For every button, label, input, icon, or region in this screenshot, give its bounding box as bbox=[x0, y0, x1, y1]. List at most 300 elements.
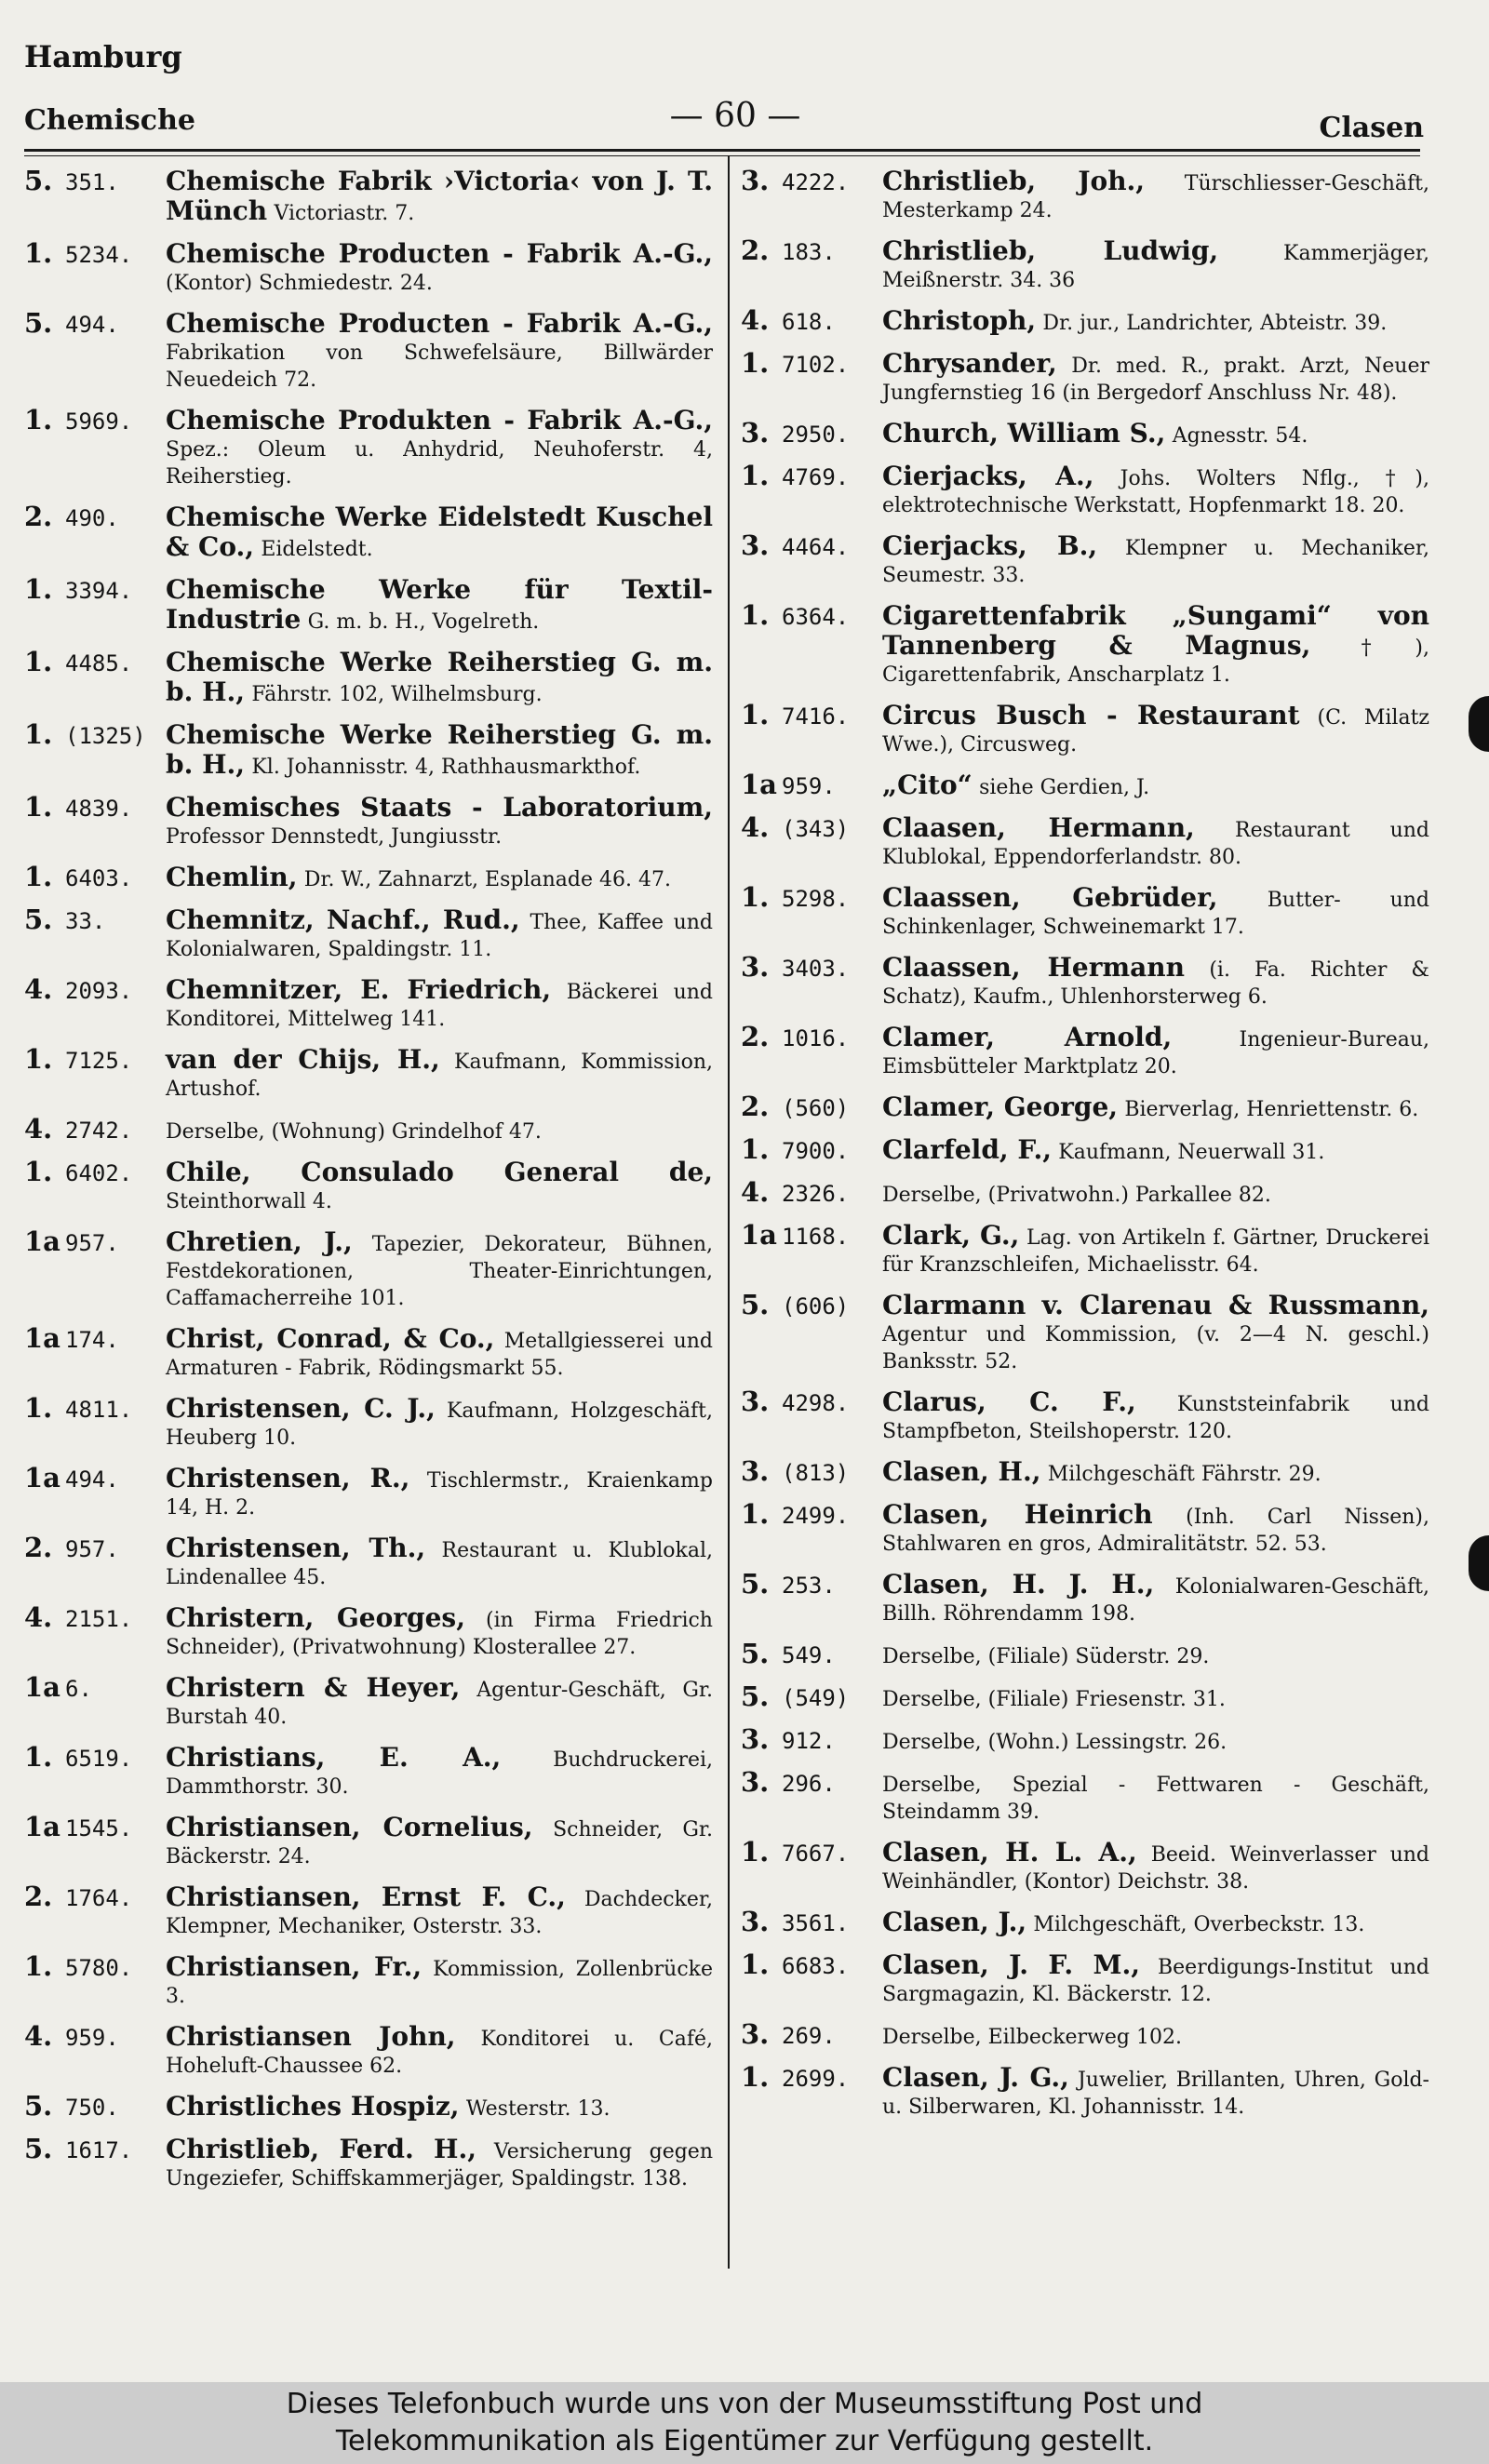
exchange-district: 1. bbox=[24, 791, 53, 823]
subscriber-details: Derselbe, (Filiale) Süderstr. 29. bbox=[882, 1645, 1210, 1668]
phone-number: 33. bbox=[65, 908, 106, 934]
entry-text bbox=[166, 240, 713, 297]
directory-entry bbox=[741, 1683, 1429, 1713]
entry-text bbox=[166, 794, 713, 850]
entry-phone-number bbox=[741, 1640, 880, 1670]
directory-entry bbox=[741, 1093, 1429, 1123]
phone-number: 1168. bbox=[782, 1224, 850, 1250]
entry-phone-number bbox=[24, 1322, 164, 1355]
subscriber-name: Chemlin, bbox=[166, 862, 298, 892]
entry-text bbox=[166, 1814, 713, 1870]
entry-text bbox=[882, 1839, 1429, 1895]
subscriber-details: Kl. Johannisstr. 4, Rathhausmarkthof. bbox=[251, 756, 641, 779]
entry-phone-number bbox=[24, 1601, 164, 1634]
directory-entry bbox=[741, 417, 1429, 449]
entry-text bbox=[166, 2023, 713, 2080]
phone-number: 7125. bbox=[65, 1048, 133, 1074]
entry-text bbox=[882, 532, 1429, 589]
phone-number: (606) bbox=[782, 1293, 850, 1319]
subscriber-name: Christensen, Th., bbox=[166, 1533, 426, 1563]
subscriber-details: Derselbe, (Wohn.) Lessingstr. 26. bbox=[882, 1731, 1227, 1754]
directory-entry bbox=[741, 1176, 1429, 1209]
subscriber-details: Victoriastr. 7. bbox=[274, 202, 415, 225]
directory-entry bbox=[741, 1836, 1429, 1895]
entry-phone-number bbox=[24, 503, 164, 533]
phone-number: 4485. bbox=[65, 650, 133, 676]
subscriber-details: (Inh. Carl Nissen), Stahlwaren en gros, Admiralitätstr. 52. 53. bbox=[882, 1506, 1429, 1556]
subscriber-details: Konditorei u. Café, Hoheluft-Chaussee 62. bbox=[166, 2028, 714, 2078]
entry-text bbox=[882, 954, 1429, 1011]
subscriber-details: Kommission, Zollenbrücke 3. bbox=[166, 1958, 713, 2008]
entry-phone-number bbox=[24, 307, 164, 340]
entry-phone-number bbox=[24, 237, 164, 270]
directory-entry bbox=[24, 1462, 713, 1521]
footer-line-1: Dieses Telefonbuch wurde uns von der Museumsstiftung Post und bbox=[286, 2388, 1203, 2420]
entry-phone-number bbox=[741, 304, 880, 337]
phone-number: 1016. bbox=[782, 1025, 850, 1051]
directory-entry bbox=[741, 529, 1430, 589]
subscriber-name: Cierjacks, A., bbox=[882, 461, 1094, 491]
exchange-district: 1. bbox=[741, 1498, 770, 1530]
subscriber-details: Dachdecker, Klempner, Mechaniker, Osterstr. 33. bbox=[166, 1888, 714, 1938]
entry-text bbox=[166, 576, 713, 636]
subscriber-details: Steinthorwall 4. bbox=[166, 1190, 332, 1213]
entry-text bbox=[166, 721, 713, 781]
exchange-district: 1a bbox=[24, 1462, 60, 1493]
directory-entry bbox=[741, 1948, 1429, 2008]
phone-number: (1325) bbox=[65, 723, 146, 749]
entry-phone-number bbox=[741, 1133, 880, 1166]
subscriber-details: Derselbe, (Wohnung) Grindelhof 47. bbox=[166, 1120, 542, 1144]
city-header: Hamburg bbox=[24, 39, 182, 74]
entry-phone-number bbox=[24, 1883, 164, 1913]
entry-phone-number bbox=[741, 347, 880, 380]
exchange-district: 1. bbox=[741, 1836, 770, 1868]
entry-text bbox=[166, 649, 713, 708]
entry-text bbox=[166, 864, 713, 893]
subscriber-details: Agentur und Kommission, (v. 2—4 N. geschl.) Banksstr. 52. bbox=[882, 1323, 1429, 1373]
phone-number: 5234. bbox=[65, 242, 133, 268]
entry-text bbox=[166, 1674, 713, 1731]
phone-number: 4769. bbox=[782, 464, 850, 490]
directory-entry bbox=[741, 2061, 1429, 2121]
entry-text bbox=[166, 1883, 713, 1940]
binding-mark bbox=[1469, 1535, 1489, 1591]
phone-number: 6683. bbox=[782, 1953, 850, 1979]
exchange-district: 1. bbox=[741, 460, 770, 491]
directory-entry bbox=[24, 1158, 713, 1215]
subscriber-details: Milchgeschäft Fährstr. 29. bbox=[1047, 1463, 1321, 1486]
subscriber-details: Kaufmann, Holzgeschäft, Heuberg 10. bbox=[166, 1399, 714, 1450]
subscriber-name: Clamer, George, bbox=[882, 1091, 1119, 1122]
subscriber-details: Agnesstr. 54. bbox=[1172, 424, 1308, 448]
entry-text bbox=[882, 307, 1429, 337]
entry-text bbox=[166, 1534, 713, 1591]
phone-number: 2326. bbox=[782, 1181, 850, 1207]
subscriber-name: Claasen, Hermann, bbox=[882, 812, 1195, 843]
subscriber-name: Chretien, J., bbox=[166, 1226, 353, 1257]
entry-phone-number bbox=[24, 1462, 164, 1494]
entry-text bbox=[166, 407, 713, 490]
subscriber-name: Chile, Consulado General de, bbox=[166, 1157, 713, 1187]
subscriber-name: Christlieb, Ludwig, bbox=[882, 235, 1219, 266]
exchange-district: 1a bbox=[24, 1811, 60, 1842]
phone-number: 549. bbox=[782, 1642, 836, 1668]
entry-phone-number bbox=[741, 529, 880, 562]
exchange-district: 1a bbox=[741, 769, 777, 800]
directory-entry bbox=[24, 1671, 713, 1731]
entry-phone-number bbox=[24, 1225, 164, 1258]
exchange-district: 5. bbox=[741, 1289, 770, 1320]
subscriber-name: Chemnitz, Nachf., Rud., bbox=[166, 904, 520, 935]
phone-number: 6. bbox=[65, 1676, 92, 1702]
entry-text bbox=[882, 1501, 1429, 1558]
exchange-district: 2. bbox=[741, 234, 770, 266]
subscriber-details: Tapezier, Dekorateur, Bühnen, Festdekorationen, Theater-Einrichtungen, Caffamacherreihe 101. bbox=[166, 1233, 713, 1310]
subscriber-details: Fabrikation von Schwefelsäure, Billwärder Neuedeich 72. bbox=[166, 341, 713, 392]
subscriber-name: Christiansen, Cornelius, bbox=[166, 1812, 533, 1842]
entry-phone-number bbox=[741, 1948, 880, 1981]
subscriber-details: Buchdruckerei, Dammthorstr. 30. bbox=[166, 1748, 714, 1799]
entry-phone-number bbox=[741, 462, 880, 492]
entry-phone-number bbox=[24, 1158, 164, 1188]
subscriber-name: Chemische Produkten - Fabrik A.-G., bbox=[166, 405, 713, 435]
phone-number: 957. bbox=[65, 1536, 119, 1562]
entry-phone-number bbox=[24, 1811, 164, 1843]
entry-text bbox=[882, 1951, 1429, 2008]
subscriber-details: Restaurant und Klublokal, Eppendorferlandstr. 80. bbox=[882, 819, 1429, 869]
directory-entry bbox=[741, 347, 1430, 407]
entry-phone-number bbox=[24, 906, 164, 936]
exchange-district: 1. bbox=[24, 404, 53, 435]
directory-entry bbox=[741, 234, 1429, 294]
entry-phone-number bbox=[24, 646, 164, 678]
entry-phone-number bbox=[741, 167, 880, 197]
entry-text bbox=[166, 1395, 713, 1452]
directory-entry bbox=[24, 404, 713, 490]
exchange-district: 5. bbox=[24, 307, 53, 339]
exchange-district: 3. bbox=[741, 2018, 770, 2050]
exchange-district: 4. bbox=[24, 2020, 53, 2052]
phone-number: 5969. bbox=[65, 408, 133, 435]
entry-text bbox=[882, 462, 1429, 519]
exchange-district: 1. bbox=[741, 1948, 770, 1980]
subscriber-details: Butter- und Schinkenlager, Schweinemarkt 17. bbox=[882, 889, 1430, 939]
subscriber-details: Eidelstedt. bbox=[261, 538, 373, 561]
directory-entry bbox=[24, 861, 713, 893]
exchange-district: 1. bbox=[24, 861, 53, 892]
entry-phone-number bbox=[741, 234, 880, 267]
entry-phone-number bbox=[24, 861, 164, 893]
entry-text bbox=[166, 2093, 713, 2123]
entry-phone-number bbox=[741, 1498, 880, 1531]
exchange-district: 5. bbox=[741, 1568, 770, 1600]
directory-entry bbox=[24, 1225, 713, 1312]
entry-phone-number bbox=[24, 973, 164, 1006]
phone-number: 6403. bbox=[65, 865, 133, 891]
directory-entry bbox=[741, 1219, 1429, 1279]
phone-number: 296. bbox=[782, 1771, 836, 1797]
entry-phone-number bbox=[741, 1568, 880, 1600]
subscriber-details: Juwelier, Brillanten, Uhren, Gold- u. Silberwaren, Kl. Johannisstr. 14. bbox=[882, 2069, 1429, 2119]
directory-entry bbox=[24, 307, 713, 394]
subscriber-details: (C. Milatz Wwe.), Circusweg. bbox=[882, 706, 1430, 757]
directory-entry bbox=[24, 718, 713, 781]
subscriber-details: Milchgeschäft, Overbeckstr. 13. bbox=[1033, 1913, 1365, 1936]
subscriber-details: Derselbe, Spezial - Fettwaren - Geschäft, Steindamm 39. bbox=[882, 1774, 1429, 1824]
phone-number: 959. bbox=[782, 773, 836, 799]
subscriber-name: Clarmann v. Clarenau & Russmann, bbox=[882, 1290, 1429, 1320]
entry-phone-number bbox=[741, 1176, 880, 1209]
exchange-district: 3. bbox=[741, 165, 770, 196]
subscriber-name: Chemische Werke Reiherstieg G. m. b. H., bbox=[166, 647, 713, 707]
subscriber-details: Westerstr. 13. bbox=[465, 2097, 610, 2121]
subscriber-details: Thee, Kaffee und Kolonialwaren, Spaldingstr. 11. bbox=[166, 911, 713, 961]
subscriber-name: Chemnitzer, E. Friedrich, bbox=[166, 974, 552, 1005]
entry-text bbox=[882, 420, 1429, 449]
phone-number: 494. bbox=[65, 312, 119, 338]
exchange-district: 4. bbox=[741, 811, 770, 843]
subscriber-details: Johs. Wolters Nflg., †), elektrotechnische Werkstatt, Hopfenmarkt 18. 20. bbox=[882, 467, 1429, 517]
phone-number: 4839. bbox=[65, 796, 133, 822]
phone-number: 1764. bbox=[65, 1885, 133, 1911]
subscriber-details: Kunststeinfabrik und Stampfbeton, Steilshoperstr. 120. bbox=[882, 1393, 1430, 1443]
entry-text bbox=[166, 906, 713, 963]
directory-entry bbox=[741, 304, 1429, 337]
entry-phone-number bbox=[741, 417, 880, 449]
directory-entry bbox=[24, 237, 713, 297]
entry-phone-number bbox=[24, 404, 164, 436]
entry-text bbox=[882, 1571, 1429, 1627]
exchange-district: 5. bbox=[24, 904, 53, 935]
entry-text bbox=[166, 1116, 713, 1145]
subscriber-name: Christern, Georges, bbox=[166, 1602, 465, 1633]
phone-number: 1617. bbox=[65, 2137, 133, 2163]
subscriber-details: Derselbe, (Privatwohn.) Parkallee 82. bbox=[882, 1184, 1271, 1207]
phone-number: 174. bbox=[65, 1327, 119, 1353]
directory-entry bbox=[24, 646, 713, 708]
directory-entry bbox=[24, 1950, 713, 2010]
subscriber-details: (in Firma Friedrich Schneider), (Privatwohnung) Klosterallee 27. bbox=[166, 1609, 713, 1659]
exchange-district: 3. bbox=[741, 1766, 770, 1798]
directory-entry bbox=[741, 699, 1430, 758]
entry-phone-number bbox=[741, 951, 880, 984]
subscriber-name: Christliches Hospiz, bbox=[166, 2091, 460, 2122]
column-divider bbox=[728, 156, 730, 2269]
exchange-district: 3. bbox=[741, 1723, 770, 1755]
subscriber-details: †), Cigarettenfabrik, Anscharplatz 1. bbox=[882, 636, 1430, 687]
subscriber-details: Ingenieur-Bureau, Eimsbütteler Marktplatz 20. bbox=[882, 1028, 1429, 1078]
phone-number: 2499. bbox=[782, 1503, 850, 1529]
subscriber-name: Clarfeld, F., bbox=[882, 1134, 1052, 1165]
exchange-district: 5. bbox=[24, 2090, 53, 2122]
subscriber-name: van der Chijs, H., bbox=[166, 1044, 440, 1075]
exchange-district: 1. bbox=[24, 573, 53, 605]
entry-text bbox=[882, 1222, 1429, 1279]
subscriber-details: Metallgiesserei und Armaturen - Fabrik, Rödingsmarkt 55. bbox=[166, 1330, 713, 1380]
right-column bbox=[741, 167, 1429, 2134]
subscriber-name: Cigarettenfabrik „Sungami“ von Tannenberg & Magnus, bbox=[882, 600, 1429, 661]
phone-number: 3403. bbox=[782, 956, 850, 982]
directory-entry bbox=[741, 1908, 1429, 1938]
entry-text bbox=[882, 350, 1429, 407]
phone-number: 4222. bbox=[782, 169, 850, 195]
right-keyword: Clasen bbox=[1319, 112, 1424, 144]
entry-text bbox=[166, 1158, 713, 1215]
entry-text bbox=[882, 702, 1429, 758]
entry-phone-number bbox=[741, 2018, 880, 2051]
subscriber-name: Chemische Producten - Fabrik A.-G., bbox=[166, 308, 713, 339]
directory-entry bbox=[24, 2090, 713, 2123]
subscriber-name: Chemische Werke Eidelstedt Kuschel & Co., bbox=[166, 502, 713, 562]
directory-entry bbox=[24, 1811, 713, 1870]
subscriber-name: Christern & Heyer, bbox=[166, 1672, 461, 1703]
entry-text bbox=[166, 2136, 713, 2192]
phone-number: 1545. bbox=[65, 1815, 133, 1841]
phone-number: 6364. bbox=[782, 604, 850, 630]
phone-number: 2950. bbox=[782, 422, 850, 448]
subscriber-name: Circus Busch - Restaurant bbox=[882, 700, 1300, 730]
exchange-district: 1. bbox=[24, 1392, 53, 1424]
directory-entry bbox=[741, 2018, 1429, 2051]
exchange-district: 3. bbox=[741, 417, 770, 449]
entry-text bbox=[166, 976, 713, 1033]
phone-number: 5780. bbox=[65, 1955, 133, 1981]
subscriber-details: (i. Fa. Richter & Schatz), Kaufm., Uhlenhorsterweg 6. bbox=[882, 958, 1429, 1009]
directory-entry bbox=[24, 906, 713, 963]
directory-entry bbox=[741, 771, 1429, 801]
exchange-district: 2. bbox=[24, 1881, 53, 1912]
exchange-district: 4. bbox=[24, 1113, 53, 1145]
exchange-district: 2. bbox=[741, 1091, 770, 1122]
subscriber-name: Christiansen, Ernst F. C., bbox=[166, 1881, 566, 1912]
exchange-district: 1. bbox=[741, 347, 770, 379]
header-rule-thin bbox=[24, 155, 1420, 156]
exchange-district: 1. bbox=[741, 599, 770, 631]
entry-phone-number bbox=[741, 1388, 880, 1418]
exchange-district: 4. bbox=[24, 1601, 53, 1633]
phone-number: 3561. bbox=[782, 1910, 850, 1936]
phone-number: 490. bbox=[65, 505, 119, 531]
phone-number: 2699. bbox=[782, 2066, 850, 2092]
subscriber-name: Christ, Conrad, & Co., bbox=[166, 1323, 495, 1354]
directory-entry bbox=[741, 1021, 1429, 1080]
entry-phone-number bbox=[741, 771, 880, 801]
subscriber-details: Dr. jur., Landrichter, Abteistr. 39. bbox=[1042, 312, 1388, 335]
exchange-district: 3. bbox=[741, 1386, 770, 1417]
footer-notice bbox=[0, 2382, 1489, 2464]
exchange-district: 1. bbox=[24, 1741, 53, 1773]
phone-number: 351. bbox=[65, 169, 119, 195]
directory-entry bbox=[741, 1455, 1429, 1488]
exchange-district: 5. bbox=[741, 1638, 770, 1669]
phone-number: 253. bbox=[782, 1573, 836, 1599]
exchange-district: 1. bbox=[24, 1156, 53, 1187]
entry-text bbox=[166, 1465, 713, 1521]
subscriber-name: „Cito“ bbox=[882, 770, 973, 800]
entry-phone-number bbox=[24, 1950, 164, 1983]
phone-number: 618. bbox=[782, 309, 836, 335]
subscriber-name: Cierjacks, B., bbox=[882, 530, 1098, 561]
directory-entry bbox=[741, 1723, 1429, 1756]
entry-text bbox=[882, 1388, 1429, 1445]
directory-entry bbox=[741, 881, 1430, 941]
subscriber-details: (Kontor) Schmiedestr. 24. bbox=[166, 272, 433, 295]
subscriber-details: Derselbe, Eilbeckerweg 102. bbox=[882, 2026, 1182, 2049]
directory-entry bbox=[741, 1498, 1429, 1558]
entry-phone-number bbox=[741, 1683, 880, 1713]
directory-entry bbox=[24, 2133, 713, 2192]
exchange-district: 3. bbox=[741, 1455, 770, 1487]
subscriber-name: Clamer, Arnold, bbox=[882, 1022, 1173, 1052]
subscriber-name: Christiansen, Fr., bbox=[166, 1951, 423, 1982]
entry-text bbox=[882, 1726, 1429, 1756]
subscriber-name: Christlieb, Joh., bbox=[882, 166, 1146, 196]
subscriber-name: Church, William S., bbox=[882, 418, 1166, 449]
directory-entry bbox=[24, 1741, 714, 1801]
entry-phone-number bbox=[24, 791, 164, 824]
directory-entry bbox=[741, 1133, 1429, 1166]
binding-mark bbox=[1469, 696, 1489, 752]
phone-number: 7102. bbox=[782, 352, 850, 378]
entry-phone-number bbox=[24, 1392, 164, 1425]
phone-number: 3394. bbox=[65, 578, 133, 604]
entry-phone-number bbox=[741, 1908, 880, 1938]
subscriber-name: Chrysander, bbox=[882, 348, 1057, 379]
entry-phone-number bbox=[24, 718, 164, 751]
directory-entry bbox=[24, 1601, 713, 1661]
phone-number: 269. bbox=[782, 2023, 836, 2049]
entry-phone-number bbox=[24, 2133, 164, 2165]
entry-phone-number bbox=[24, 1113, 164, 1145]
entry-text bbox=[166, 167, 713, 227]
directory-entry bbox=[24, 1883, 713, 1940]
phone-number: 2093. bbox=[65, 978, 133, 1004]
entry-text bbox=[166, 310, 713, 394]
entry-phone-number bbox=[741, 881, 880, 914]
entry-phone-number bbox=[24, 167, 164, 197]
phone-number: 4464. bbox=[782, 534, 850, 560]
directory-entry bbox=[24, 1322, 713, 1382]
subscriber-details: Agentur-Geschäft, Gr. Burstah 40. bbox=[166, 1679, 713, 1729]
directory-entry bbox=[741, 462, 1429, 519]
subscriber-name: Christiansen John, bbox=[166, 2021, 456, 2052]
entry-text bbox=[166, 503, 713, 563]
subscriber-name: Clasen, J. G., bbox=[882, 2062, 1069, 2093]
exchange-district: 1. bbox=[24, 646, 53, 677]
entry-text bbox=[882, 1093, 1429, 1123]
directory-entry bbox=[741, 1766, 1429, 1826]
directory-entry bbox=[24, 791, 713, 850]
subscriber-name: Clasen, Heinrich bbox=[882, 1499, 1153, 1530]
entry-text bbox=[882, 1292, 1429, 1375]
directory-entry bbox=[741, 1640, 1429, 1670]
subscriber-name: Christoph, bbox=[882, 305, 1037, 336]
exchange-district: 3. bbox=[741, 951, 770, 983]
exchange-district: 3. bbox=[741, 1906, 770, 1937]
entry-phone-number bbox=[24, 2090, 164, 2123]
subscriber-name: Clasen, H. L. A., bbox=[882, 1837, 1137, 1868]
directory-entry bbox=[24, 503, 713, 563]
entry-text bbox=[166, 1604, 713, 1661]
phone-number: (813) bbox=[782, 1460, 850, 1486]
directory-entry bbox=[741, 1568, 1429, 1627]
entry-text bbox=[882, 771, 1429, 801]
subscriber-name: Clasen, H. J. H., bbox=[882, 1569, 1155, 1600]
left-column bbox=[24, 167, 713, 2205]
subscriber-name: Clasen, H., bbox=[882, 1456, 1041, 1487]
directory-entry bbox=[24, 1392, 714, 1452]
